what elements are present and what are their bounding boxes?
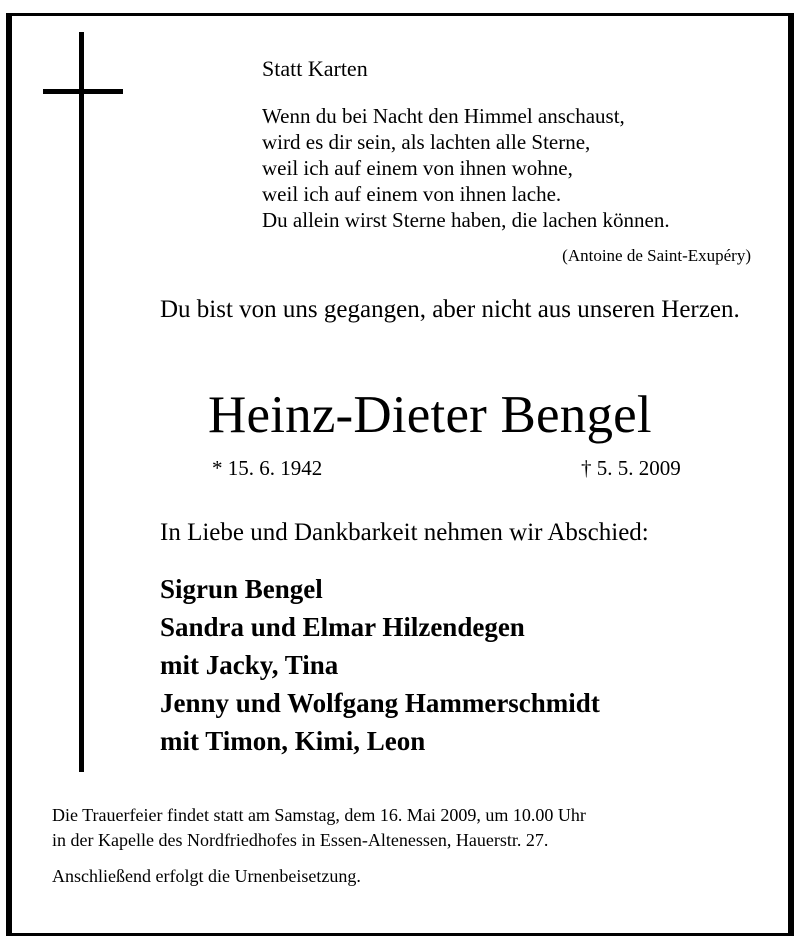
farewell-text: In Liebe und Dankbarkeit nehmen wir Abschied:: [160, 519, 649, 546]
poem-line: Wenn du bei Nacht den Himmel anschaust,: [262, 104, 625, 128]
poem-line: Du allein wirst Sterne haben, die lachen können.: [262, 208, 670, 232]
poem-line: weil ich auf einem von ihnen wohne,: [262, 156, 573, 180]
death-date: † 5. 5. 2009: [581, 456, 681, 480]
mourner-line: Sandra und Elmar Hilzendegen: [160, 612, 525, 642]
deceased-name: Heinz-Dieter Bengel: [208, 386, 652, 444]
service-info: [52, 803, 586, 853]
cross-icon: [79, 32, 84, 772]
poem-line: weil ich auf einem von ihnen lache.: [262, 182, 562, 206]
poem-attribution: (Antoine de Saint-Exupéry): [562, 246, 751, 265]
mourner-line: mit Timon, Kimi, Leon: [160, 726, 426, 756]
mourner-line: mit Jacky, Tina: [160, 650, 339, 680]
mourner-line: Jenny und Wolfgang Hammerschmidt: [160, 688, 600, 718]
service-line: in der Kapelle des Nordfriedhofes in Essen-Altenessen, Hauerstr. 27.: [52, 830, 549, 850]
burial-info: Anschließend erfolgt die Urnenbeisetzung.: [52, 866, 361, 886]
birth-date: * 15. 6. 1942: [212, 456, 323, 480]
mourner-line: Sigrun Bengel: [160, 574, 323, 604]
poem-line: wird es dir sein, als lachten alle Sterne,: [262, 130, 591, 154]
statt-karten-label: Statt Karten: [262, 56, 368, 81]
mourners-list: [160, 570, 600, 760]
intro-text: Du bist von uns gegangen, aber nicht aus unseren Herzen.: [160, 296, 740, 323]
poem: [262, 103, 670, 233]
cross-icon-bar: [43, 89, 123, 94]
service-line: Die Trauerfeier findet statt am Samstag, dem 16. Mai 2009, um 10.00 Uhr: [52, 805, 586, 825]
